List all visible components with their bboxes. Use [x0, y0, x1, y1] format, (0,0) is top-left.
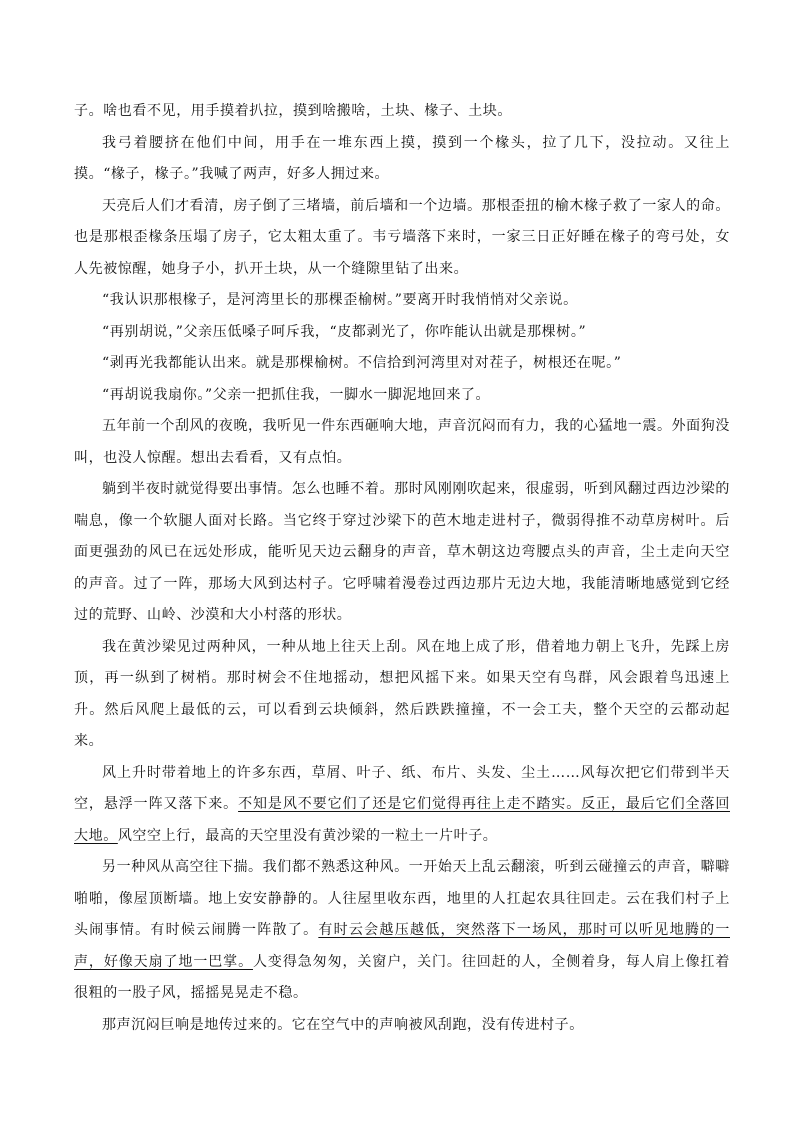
paragraph: [74, 285, 730, 317]
paragraph-text: 我弓着腰挤在他们中间，用手在一堆东西上摸，摸到一个椽头，拉了几下，没拉动。又往上摸。“椽子，椽子。”我喊了两声，好多人拥过来。: [74, 134, 730, 182]
paragraph-text: 我在黄沙梁见过两种风，一种从地上往天上刮。风在地上成了形，借着地力朝上飞升，先踩上房顶，再一纵到了树梢。那时树会不住地摇动，想把风摇下来。如果天空有鸟群，风会跟着鸟迅速上升。然后风爬上最低的云，可以看到云块倾斜，然后跌跌撞撞，不一会工夫，整个天空的云都动起来。: [74, 638, 730, 749]
paragraph-text: 天亮后人们才看清，房子倒了三堵墙，前后墙和一个边墙。那根歪扭的榆木椽子救了一家人的命。也是那根歪椽条压塌了房子，它太粗太重了。韦亏墙落下来时，一家三日正好睡在椽子的弯弓处，女人先被惊醒，她身子小，扒开土块，从一个缝隙里钻了出来。: [74, 197, 730, 277]
article-body: [74, 96, 730, 1041]
paragraph: [74, 411, 730, 474]
underlined-sentence: 不知是风不要它们了还是它们觉得再往上走不踏实。反正，最后它们全落回大地。: [74, 796, 730, 844]
paragraph: [74, 474, 730, 632]
underlined-sentence: 有时云会越压越低，突然落下一场风，那时可以听见地腾的一声，好像天扇了地一巴掌。: [74, 922, 730, 970]
paragraph-text: 那声沉闷巨响是地传过来的。它在空气中的声响被风刮跑，没有传进村子。: [102, 1016, 584, 1033]
paragraph: [74, 191, 730, 286]
paragraph: [74, 852, 730, 1010]
paragraph: [74, 348, 730, 380]
paragraph: [74, 758, 730, 853]
paragraph-text: “我认识那根椽子，是河湾里长的那棵歪榆树。”要离开时我悄悄对父亲说。: [102, 292, 578, 308]
paragraph-text: “再胡说我扇你。”父亲一把抓住我，一脚水一脚泥地回来了。: [102, 386, 491, 403]
paragraph: [74, 128, 730, 191]
paragraph-text: 人变得急匆匆，关窗户，关门。往回赶的人，全侧着身，每人肩上像扛着很粗的一股子风，摇摇晃晃走不稳。: [74, 953, 730, 1001]
paragraph-text: 另一种风从高空往下揣。我们都不熟悉这种风。一开始天上乱云翻滚，听到云碰撞云的声音，噼噼啪啪，像屋顶断墙。地上安安静静的。人往屋里收东西，地里的人扛起农具往回走。云在我们村子上头闹事情。有时候云闹腾一阵散了。: [74, 859, 730, 938]
paragraph: [74, 96, 730, 128]
paragraph-text: “剥再光我都能认出来。就是那棵榆树。不信拾到河湾里对对茬子，树根还在呢。”: [102, 355, 622, 371]
paragraph-text: “再别胡说，”父亲压低嗓子呵斥我，“皮都剥光了，你咋能认出就是那棵树。”: [102, 323, 587, 340]
paragraph-text: 风上升时带着地上的许多东西，草屑、叶子、纸、布片、头发、尘土……风每次把它们带到半天空，悬浮一阵又落下来。: [74, 764, 730, 812]
paragraph: [74, 1010, 730, 1042]
paragraph: [74, 317, 730, 349]
paragraph-text: 子。啥也看不见，用手摸着扒拉，摸到啥搬啥，土块、椽子、土块。: [74, 103, 512, 119]
paragraph: [74, 380, 730, 412]
paragraph: [74, 632, 730, 758]
paragraph-text: 五年前一个刮风的夜晚，我听见一件东西砸响大地，声音沉闷而有力，我的心猛地一震。外面狗没叫，也没人惊醒。想出去看看，又有点怕。: [74, 418, 730, 466]
paragraph-text: 躺到半夜时就觉得要出事情。怎么也睡不着。那时风刚刚吹起来，很虚弱，听到风翻过西边沙梁的喘息，像一个软腿人面对长路。当它终于穿过沙梁下的芭木地走进村子，微弱得推不动草房树叶。后面更强劲的风已在远处形成，能听见天边云翻身的声音，草木朝这边弯腰点头的声音，尘土走向天空的声音。过了一阵，那场大风到达村子。它呼啸着漫卷过西边那片无边大地，我能清晰地感觉到它经过的荒野、山岭、沙漠和大小村落的形状。: [74, 481, 730, 623]
paragraph-text: 风空空上行，最高的天空里没有黄沙梁的一粒土一片叶子。: [117, 827, 498, 844]
